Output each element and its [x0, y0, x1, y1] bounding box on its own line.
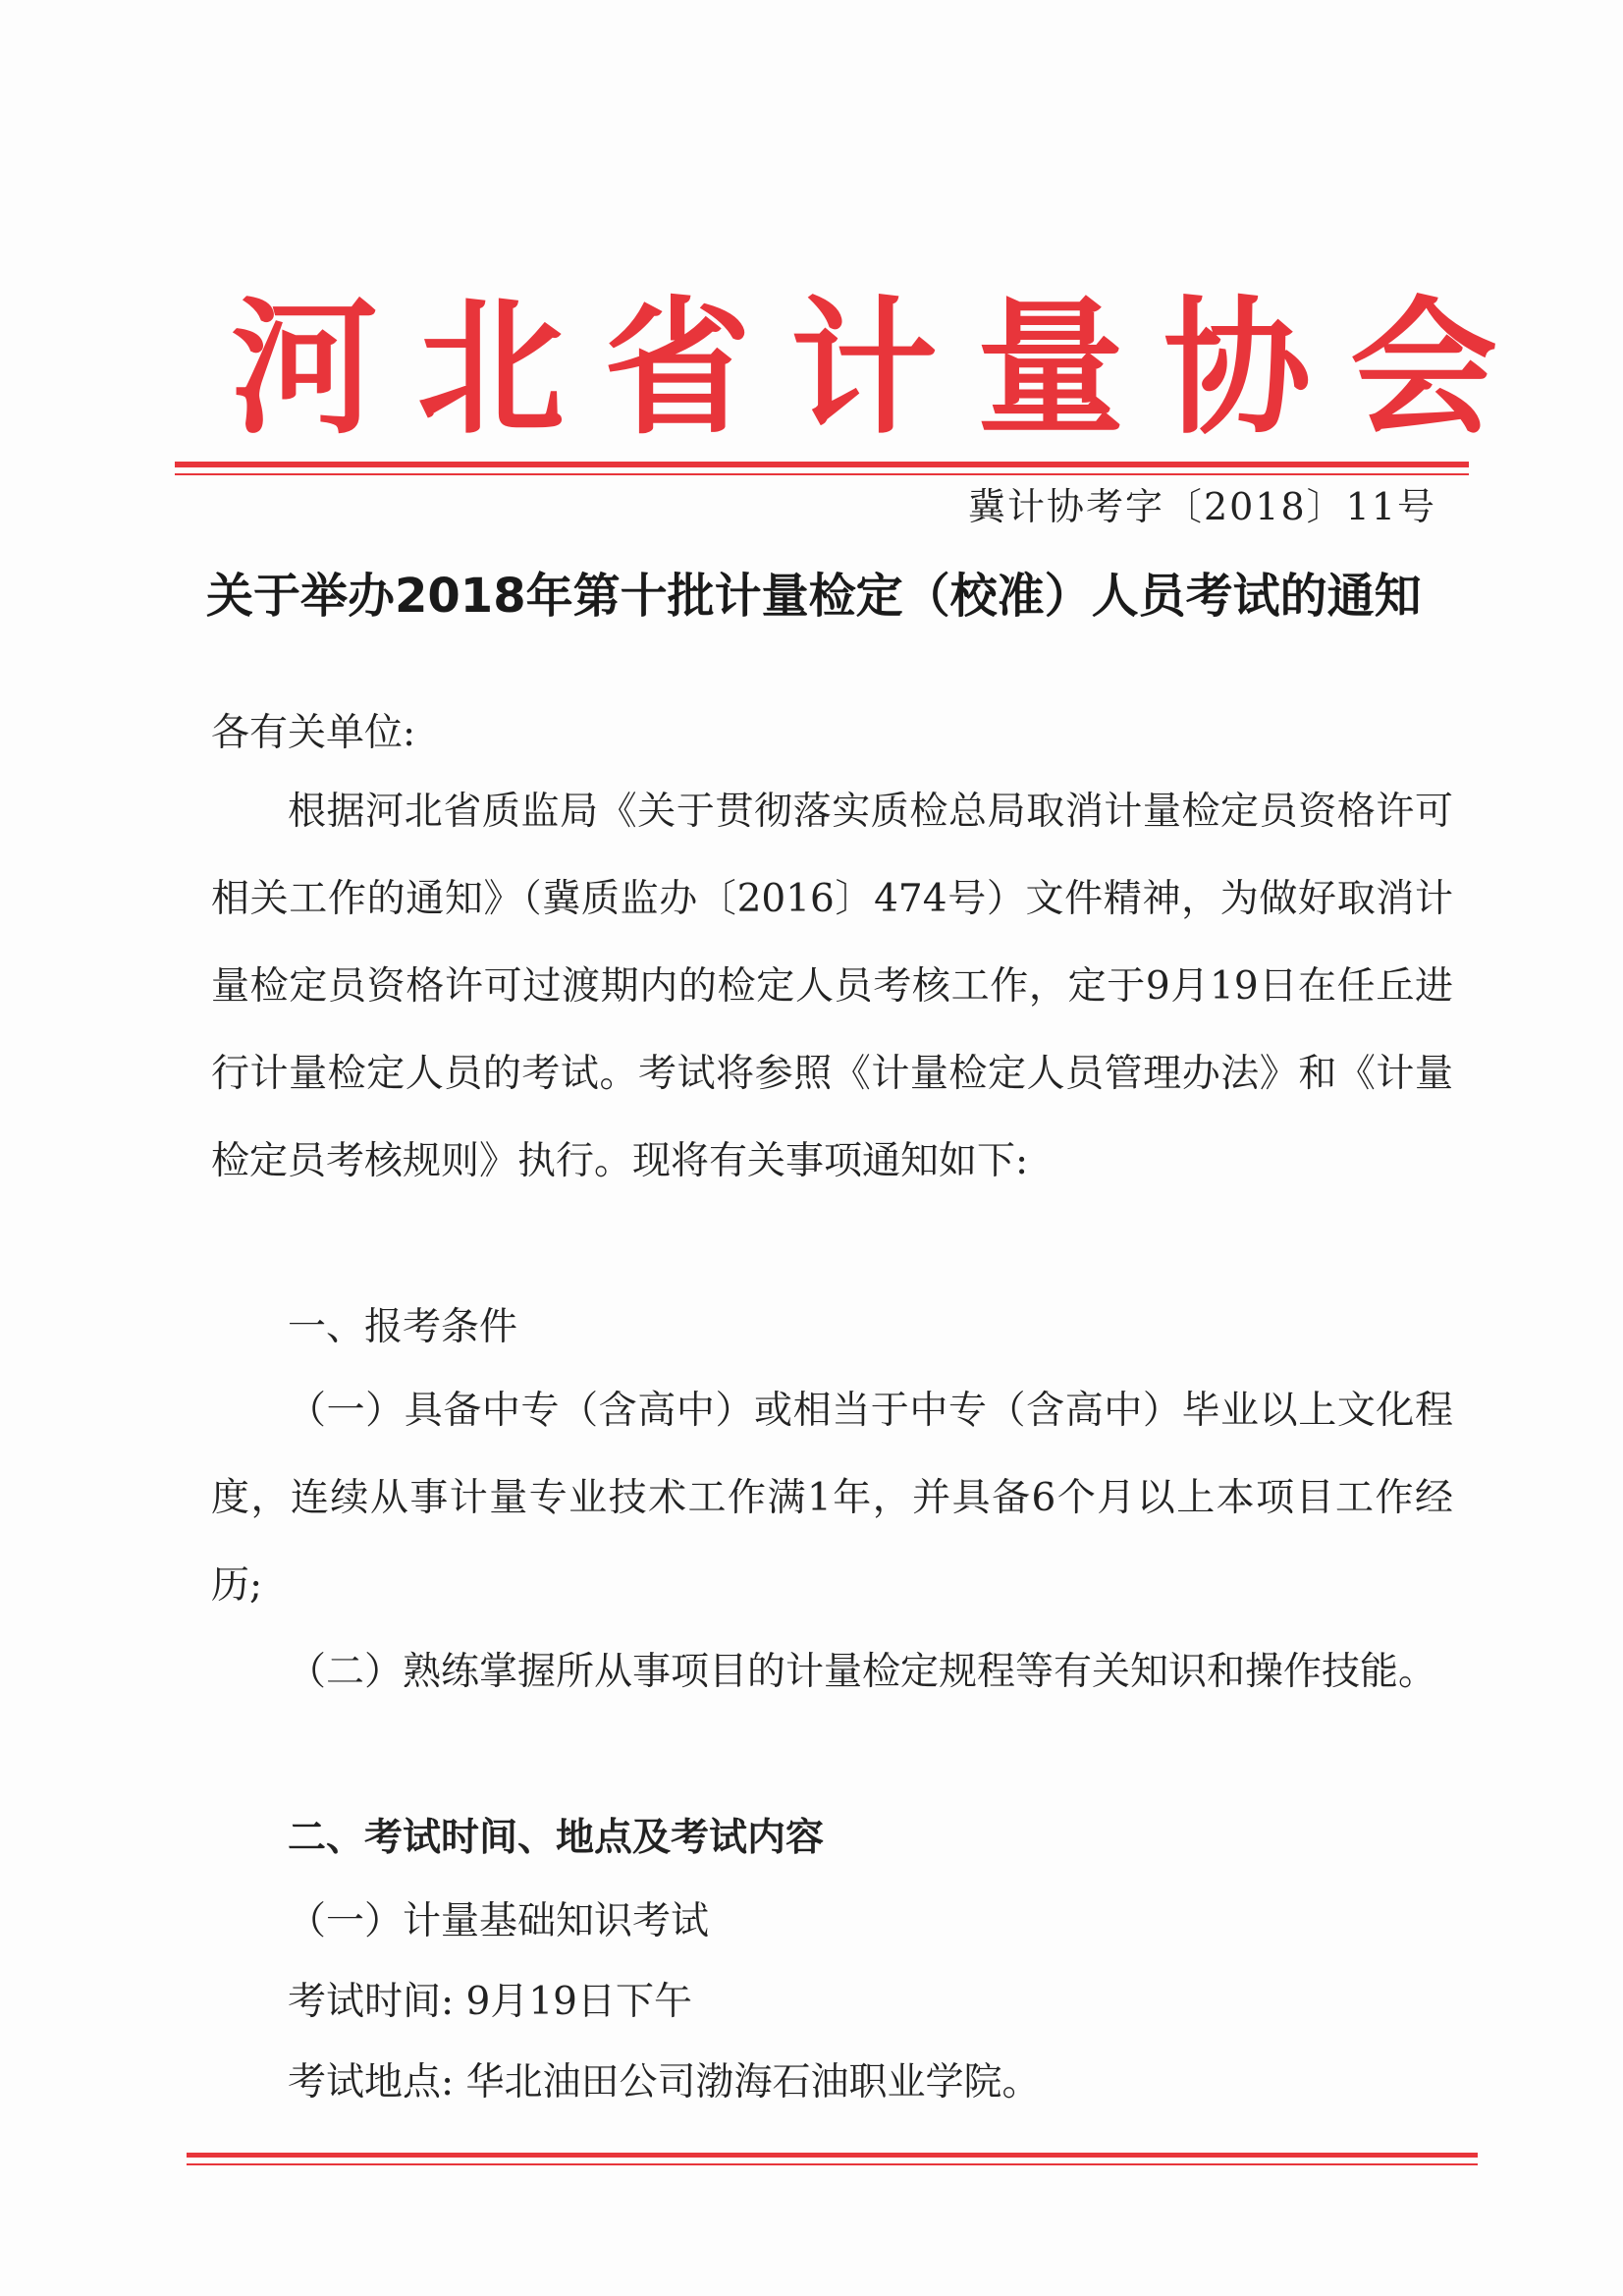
masthead-rule	[175, 462, 1469, 467]
requirement-item-2: （二）熟练掌握所从事项目的计量检定规程等有关知识和操作技能。	[288, 1650, 1437, 1694]
exam-time: 考试时间: 9月19日下午	[288, 1980, 692, 2024]
footer-rule	[187, 2153, 1478, 2158]
requirement-item-1: （一）具备中专（含高中）或相当于中专（含高中）毕业以上文化程度，连续从事计量专业技术工作满1年，并具备6个月以上本项目工作经历;	[211, 1389, 1453, 1608]
footer-rule-thin	[187, 2163, 1478, 2165]
masthead-rule-thin	[175, 473, 1469, 475]
exam-subheading: （一）计量基础知识考试	[288, 1899, 710, 1943]
document-number: 冀计协考字〔2018〕11号	[967, 485, 1436, 528]
organization-masthead: 河北省计量协会	[231, 282, 1538, 455]
salutation: 各有关单位:	[211, 711, 416, 755]
exam-place: 考试地点: 华北油田公司渤海石油职业学院。	[288, 2060, 1041, 2105]
intro-paragraph: 根据河北省质监局《关于贯彻落实质检总局取消计量检定员资格许可相关工作的通知》（冀质监办〔2016〕474号）文件精神，为做好取消计量检定员资格许可过渡期内的检定人员考核工作，定于9月19日在任丘进行计量检定人员的考试。考试将参照《计量检定人员管理办法》和《计量检定员考核规则》执行。现将有关事项通知如下:	[211, 790, 1453, 1183]
section-heading-exam: 二、考试时间、地点及考试内容	[288, 1816, 825, 1860]
document-title: 关于举办2018年第十批计量检定（校准）人员考试的通知	[206, 569, 1422, 624]
section-heading-requirements: 一、报考条件	[288, 1305, 518, 1349]
